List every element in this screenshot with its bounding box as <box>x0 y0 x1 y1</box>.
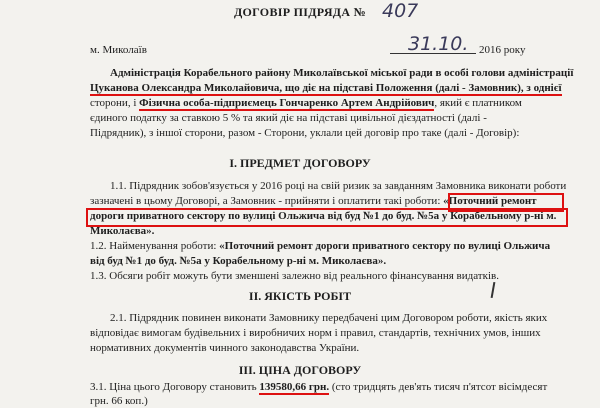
clause-1-1-line-4: Миколаєва». <box>90 225 155 237</box>
preamble-l3-suffix: , який є платником <box>434 97 522 109</box>
clause-3-1-line-2: грн. 66 коп.) <box>90 395 148 407</box>
clause-1-2-work-name: «Поточний ремонт дороги приватного сектору по вулиці Ольжича <box>219 240 551 252</box>
clause-1-2-line-1 <box>90 240 550 253</box>
contractor-name: Фізична особа-підприємець Гончаренко Артем Андрійович <box>139 97 435 109</box>
clause-2-1-line-1: 2.1. Підрядник повинен виконати Замовнику передбачені цим Договором роботи, якість яких <box>110 312 548 324</box>
contract-number-handwritten: 407 <box>382 0 419 22</box>
contract-date-handwritten: 31.10. <box>408 33 469 55</box>
date-underline <box>390 53 476 54</box>
clause-1-3: 1.3. Обсяги робіт можуть бути зменшені залежно від реального фінансування видатків. <box>90 270 499 282</box>
section-3-title: III. ЦІНА ДОГОВОРУ <box>238 363 362 377</box>
clause-1-1-l2-text: зазначені в цьому Договорі, а Замовник - прийняти і оплатити такі роботи: <box>90 195 441 207</box>
price-label: 3.1. Ціна цього Договору становить <box>90 381 257 393</box>
work-name-start: «Поточний ремонт <box>443 195 537 207</box>
city-label: м. Миколаїв <box>90 44 147 56</box>
clause-1-2-line-2: від буд №1 до буд. №5а у Корабельному р-ні м. Миколаєва». <box>90 255 387 267</box>
preamble-line-2 <box>90 82 562 95</box>
preamble-line-5: Підрядник), з іншої сторони, разом - Сторони, уклали цей договір про таке (далі - Договір): <box>90 127 520 139</box>
contract-price: 139580,66 грн. <box>259 381 330 393</box>
preamble-line-4: єдиного податку за ставкою 5 % та який діє на підставі цивільної дієздатності (далі - <box>90 112 487 124</box>
clause-1-1-line-1: 1.1. Підрядник зобов'язується у 2016 році на свій ризик за завданням Замовника виконати роботи <box>110 180 567 192</box>
preamble-l3-prefix: сторони, і <box>90 97 137 109</box>
title-text: ДОГОВІР ПІДРЯДА № <box>233 5 366 19</box>
document-title <box>0 6 600 19</box>
clause-2-1-line-3: нормативних документів чинного законодавства України. <box>90 342 360 354</box>
price-in-words: (сто тридцять дев'ять тисяч п'ятсот вісімдесят <box>331 381 548 393</box>
section-1-title: I. ПРЕДМЕТ ДОГОВОРУ <box>229 156 371 170</box>
customer-name: Цуканова Олександра Миколайовича, що діє на підставі Положення (далі - Замовник), з однієї <box>90 82 562 94</box>
clause-3-1-line-1 <box>90 381 547 394</box>
preamble-line-3 <box>90 97 522 110</box>
section-2-title: II. ЯКІСТЬ РОБІТ <box>248 289 352 303</box>
clause-2-1-line-2: відповідає вимогам будівельних і виробничих норм і правил, стандартів, технічних умов, інших <box>90 327 541 339</box>
clause-1-2-label: 1.2. Найменування роботи: <box>90 240 217 252</box>
year-label: 2016 року <box>479 44 526 56</box>
highlight-box-2 <box>86 208 568 227</box>
preamble-line-1: Адміністрація Корабельного району Миколаївської міської ради в особі голови адміністрації <box>110 67 574 79</box>
clause-1-1-line-3: дороги приватного сектору по вулиці Ольжича від буд №1 до буд. №5а у Корабельному р-ні м. <box>90 210 557 222</box>
